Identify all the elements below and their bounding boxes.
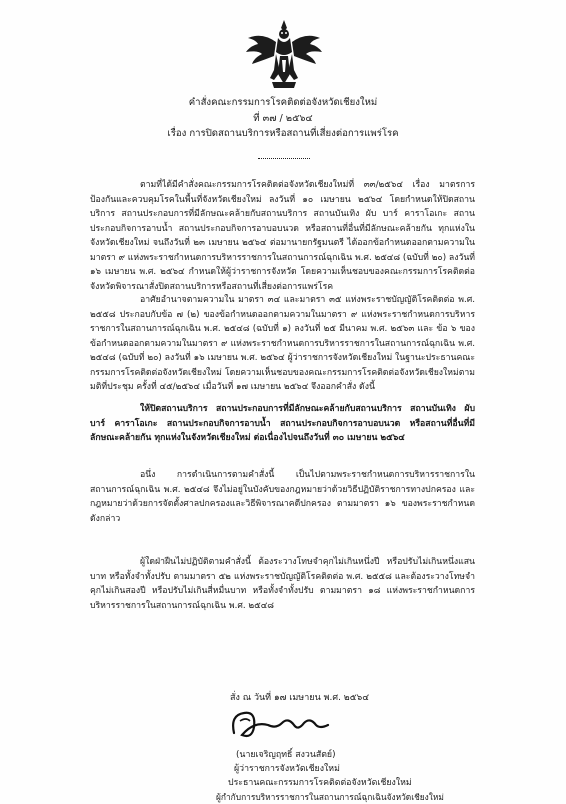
title-divider (258, 158, 310, 159)
paragraph-authority-text: อาศัยอำนาจตามความใน มาตรา ๓๔ และมาตรา ๓๕ แห่งพระราชบัญญัติโรคติดต่อ พ.ศ. ๒๕๕๘ ประกอบกับข้อ ๗ (๒) ของข้อกำหนดออกตามความในมาตรา ๙ แห่งพระราชกำหนดการบริหารราชการในสถานการณ์ฉุกเฉิน พ.ศ. ๒๕๔๘ (ฉบับที่ ๑) ลงวันที่ ๒๕ มีนาคม พ.ศ. ๒๕๖๓ และ ข้อ ๖ ของข้อกำหนดออกตามความในมาตรา ๙ แห่งพระราชกำหนดการบริหารราชการในสถานการณ์ฉุกเฉิน พ.ศ. ๒๕๔๘ (ฉบับที่ ๒๐) ลงวันที่ ๑๖ เมษายน พ.ศ. ๒๕๖๔ ผู้ว่าราชการจังหวัดเชียงใหม่ ในฐานะประธานคณะกรรมการโรคติดต่อจังหวัดเชียงใหม่ โดยความเห็นชอบของคณะกรรมการโรคติดต่อจังหวัดเชียงใหม่ตามมติที่ประชุม ครั้งที่ ๔๕/๒๕๖๔ เมื่อวันที่ ๑๗ เมษายน ๒๕๖๔ จึงออกคำสั่ง ดังนี้ (90, 295, 475, 392)
paragraph-order-text: ให้ปิดสถานบริการ สถานประกอบการที่มีลักษณะคล้ายกับสถานบริการ สถานบันเทิง ผับ บาร์ คาราโอเกะ สถานประกอบกิจการอาบน้ำ สถานประกอบกิจการอาบอบนวด หรือสถานที่อื่นที่มีลักษณะคล้ายกัน ทุกแห่งในจังหวัดเชียงใหม่ ต่อเนื่องไปจนถึงวันที่ ๓๐ เมษายน ๒๕๖๔ (90, 404, 475, 443)
garuda-emblem-icon (244, 18, 324, 90)
paragraph-background-text: ตามที่ได้มีคำสั่งคณะกรรมการโรคติดต่อจังหวัดเชียงใหม่ที่ ๓๓/๒๕๖๔ เรื่อง มาตรการป้องกันและควบคุมโรคในพื้นที่จังหวัดเชียงใหม่ ลงวันที่ ๑๐ เมษายน ๒๕๖๔ โดยกำหนดให้ปิดสถานบริการ สถานประกอบการที่มีลักษณะคล้ายกับสถานบริการ สถานบันเทิง ผับ บาร์ คาราโอเกะ สถานประกอบกิจการอาบน้ำ สถานประกอบกิจการอาบอบนวด หรือสถานที่อื่นที่มีลักษณะคล้ายกัน ทุกแห่งในจังหวัดเชียงใหม่ จนถึงวันที่ ๒๓ เมษายน ๒๕๖๔ ต่อมานายกรัฐมนตรี ได้ออกข้อกำหนดออกตามความในมาตรา ๙ แห่งพระราชกำหนดการบริหารราชการในสถานการณ์ฉุกเฉิน พ.ศ. ๒๕๔๘ (ฉบับที่ ๒๐) ลงวันที่ ๑๖ เมษายน พ.ศ. ๒๕๖๔ กำหนดให้ผู้ว่าราชการจังหวัด โดยความเห็นชอบของคณะกรรมการโรคติดต่อจังหวัดพิจารณาสั่งปิดสถานบริการหรือสถานที่เสี่ยงต่อการแพร่โรค (90, 180, 475, 292)
paragraph-background (90, 178, 475, 294)
order-date: สั่ง ณ วันที่ ๑๗ เมษายน พ.ศ. ๒๕๖๔ (230, 693, 370, 703)
paragraph-order (90, 402, 475, 446)
paragraph-penalty (90, 555, 475, 613)
order-number: ที่ ๓๗ / ๒๕๖๔ (253, 113, 313, 124)
signer-position-governor: ผู้ว่าราชการจังหวัดเชียงใหม่ (234, 764, 340, 774)
paragraph-legal-note (90, 468, 475, 526)
handwritten-signature (228, 703, 338, 743)
order-subject: เรื่อง การปิดสถานบริการหรือสถานที่เสี่ยงต่อการแพร่โรค (167, 128, 399, 139)
signer-position-committee-chair: ประธานคณะกรรมการโรคติดต่อจังหวัดเชียงใหม่ (228, 778, 412, 788)
signer-position-emergency-supervisor: ผู้กำกับการบริหารราชการในสถานการณ์ฉุกเฉินจังหวัดเชียงใหม่ (216, 792, 444, 802)
signer-name: (นายเจริญฤทธิ์ สงวนสัตย์) (236, 750, 336, 760)
paragraph-legal-note-text: อนึ่ง การดำเนินการตามคำสั่งนี้ เป็นไปตามพระราชกำหนดการบริหารราชการในสถานการณ์ฉุกเฉิน พ.ศ. ๒๕๔๘ จึงไม่อยู่ในบังคับของกฎหมายว่าด้วยวิธีปฏิบัติราชการทางปกครอง และกฎหมายว่าด้วยการจัดตั้งศาลปกครองและวิธีพิจารณาคดีปกครอง ตามมาตรา ๑๖ ของพระราชกำหนดดังกล่าว (90, 470, 475, 524)
paragraph-authority (90, 293, 475, 395)
order-title: คำสั่งคณะกรรมการโรคติดต่อจังหวัดเชียงใหม่ (188, 97, 378, 108)
paragraph-penalty-text: ผู้ใดฝ่าฝืนไม่ปฏิบัติตามคำสั่งนี้ ต้องระวางโทษจำคุกไม่เกินหนึ่งปี หรือปรับไม่เกินหนึ่งแสนบาท หรือทั้งจำทั้งปรับ ตามมาตรา ๕๒ แห่งพระราชบัญญัติโรคติดต่อ พ.ศ. ๒๕๕๘ และต้องระวางโทษจำคุกไม่เกินสองปี หรือปรับไม่เกินสี่หมื่นบาท หรือทั้งจำทั้งปรับ ตามมาตรา ๑๘ แห่งพระราชกำหนดการบริหารราชการในสถานการณ์ฉุกเฉิน พ.ศ. ๒๕๔๘ (90, 557, 475, 611)
